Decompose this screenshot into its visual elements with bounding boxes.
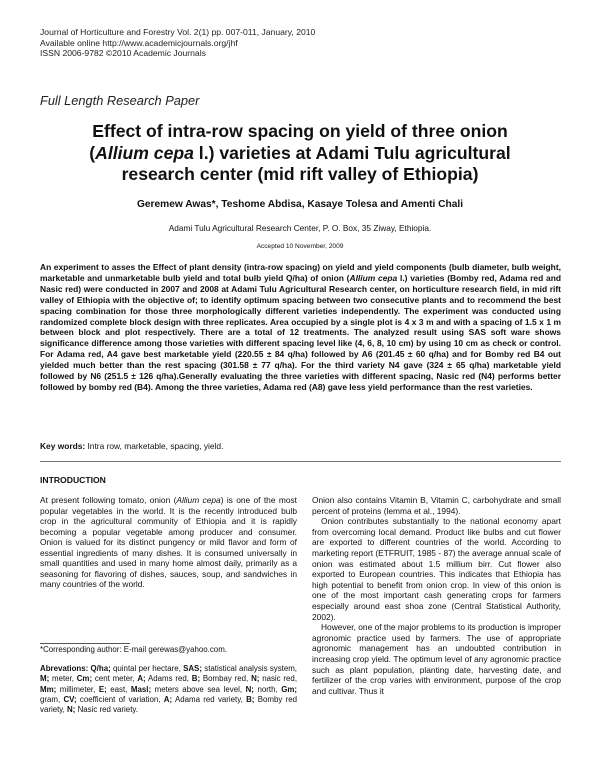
journal-header — [40, 27, 315, 59]
accepted-date: Accepted 10 November, 2009 — [256, 243, 344, 250]
abbreviation-definition: Adams red, — [145, 674, 192, 684]
authors: Geremew Awas*, Teshome Abdisa, Kasaye Tolesa and Amenti Chali — [136, 199, 464, 210]
abstract — [40, 262, 561, 393]
abbreviation-definition: statistical analysis system, — [201, 664, 297, 673]
abbreviation-definition: Bomby red variety, — [40, 694, 297, 715]
intro-p1-rest: ) is one of the most popular vegetables in the world. It is the recently introduced bulb crop in the agricultural community of Ethiopia and it is rapidly becoming a popular vegetable among producer and consumer. Onion is valued for its distinct pungency or mild flavor and form of essential ingredients of many dishes. It is consumed universally in small quantities and used in many home almost daily, primarily as a seasoning for flavoring of dishes, sauces, soup, and sandwiches in many countries of the world. — [40, 495, 297, 589]
abbreviation-definition: coefficient of variation, — [76, 694, 164, 704]
abbreviation-term: M; — [40, 674, 50, 684]
journal-issn: ISSN 2006-9782 ©2010 Academic Journals — [40, 48, 206, 59]
abbreviation-term: CV; — [63, 694, 77, 704]
abbreviation-term: A; — [137, 674, 146, 684]
title-line-3: research center (mid rift valley of Ethiopia) — [121, 164, 479, 184]
abbreviation-term: Masl; — [130, 684, 152, 694]
keywords-text: Intra row, marketable, spacing, yield. — [85, 441, 224, 451]
abbreviation-term: B; — [191, 674, 201, 684]
abbreviation-definition: nasic red, — [259, 674, 298, 684]
abstract-species: Allium cepa — [349, 272, 398, 283]
abbreviation-definition: meter, — [49, 674, 77, 684]
journal-citation: Journal of Horticulture and Forestry Vol. 2(1) pp. 007-011, January, 2010 — [40, 27, 316, 37]
abbreviation-term: E; — [98, 684, 107, 694]
abbreviation-term: SAS; — [183, 664, 202, 673]
intro-species: Allium cepa — [176, 495, 221, 505]
abbreviation-definition: Nasic red variety. — [75, 705, 138, 715]
abbreviation-definition: cent meter, — [92, 674, 138, 684]
intro-p1-start: At present following tomato, onion ( — [40, 495, 177, 505]
title-line-1: Effect of intra-row spacing on yield of three onion — [92, 121, 508, 141]
corresponding-author: *Corresponding author: E-mail gerewas@yahoo.com. — [40, 645, 227, 654]
footnote-divider — [40, 643, 130, 644]
title-line-2 — [40, 143, 560, 165]
abbreviation-term: A; — [163, 694, 173, 704]
abbreviation-definition: gram, — [40, 694, 64, 704]
keywords-label: Key words: — [40, 441, 86, 451]
journal-url[interactable]: Available online http://www.academicjournals.org/jhf — [40, 37, 238, 48]
abbreviation-definition: quintal per hectare, — [110, 664, 184, 673]
right-column — [312, 495, 561, 696]
keywords — [40, 441, 223, 451]
abbreviations-label: Abrevations: — [40, 664, 89, 673]
abbreviation-definition: Adama red variety, — [172, 694, 247, 704]
abstract-part-2: l.) varieties (Bomby red, Adama red and Nasic red) were conducted in 2007 and 2008 at Adami Tulu Agricultural Research center, on horticulture research field, in mid rift valley of Ethiopia with the objective of; to identify optimum spacing between two consecutive plants and to recommend the best spacing combination for those three morphologically different varieties independently. The experiment was conducted using randomized complete block design with three replicates. Area occupied by a single plot is 4 x 3 m and with a spacing of 1.5 x 1 m between block and plot respectively. There are a total of 12 treatments. The analyzed result using SAS soft ware shows significance difference among those varieties with different spacing level like (4, 6, 8, 10 cm) by using 10 cm as check or control. For Adama red, A4 gave best marketable yield (220.55 ± 84 q/ha) followed by A6 (201.45 ± 60 q/ha) and for Bomby red B4 out yielded much better than the rest spacing (301.58 ± 77 q/ha). For the third variety N4 gave (324 ± 65 q/ha) marketable yield followed by N6 (251.5 ± 126 q/ha).Generally evaluating the three varieties with different spacing, Nasic red (N4) performs better followed by bomby red (B4). Among the three varieties, Adama red (A8) gave less yield performance than the rest varieties. — [40, 272, 562, 392]
right-paragraph-1: Onion also contains Vitamin B, Vitamin C, carbohydrate and small percent of proteins (lemma et al., 1994). — [312, 495, 561, 516]
title-species: Allium cepa — [95, 142, 194, 163]
abbreviation-definition: Bombay red, — [200, 674, 252, 684]
section-divider — [40, 461, 561, 462]
abbreviation-term: N; — [245, 684, 254, 694]
abbreviation-term: Cm; — [76, 674, 93, 684]
affiliation: Adami Tulu Agricultural Research Center, P. O. Box, 35 Ziway, Ethiopia. — [168, 223, 432, 233]
abbreviation-term: Q/ha; — [90, 664, 111, 673]
abbreviation-definition: millimeter, — [56, 684, 99, 694]
abbreviation-definition: north, — [253, 684, 282, 694]
abbreviation-term: N; — [67, 705, 76, 715]
right-paragraph-2: Onion contributes substantially to the national economy apart from overcoming local demand. Product like bulbs and cut flower are exported to different countries of the world. According to marketing report (ETFRUIT, 1985 - 87) the average annual scale of onion was estimated about 1.5 millium birr. Cut flower also exported to European countries. This indicates that Ethiopia has high potential to benefit from onion crop. In view of this onion is one of the most important cash generating crops for farmers especially around east shoa zone (Central Statistical Authority, 2002). — [312, 516, 561, 622]
abbreviation-definition: east, — [106, 684, 131, 694]
paper-title — [40, 121, 560, 186]
intro-paragraph-1 — [40, 495, 297, 590]
paper-type: Full Length Research Paper — [40, 93, 200, 108]
abstract-part-1: An experiment to asses the Effect of plant density (intra-row spacing) on yield and yield components (bulb diameter, bulb weight, marketable and unmarketable bulb yield and total bulb yield Q/ha) of onion ( — [40, 262, 561, 283]
introduction-heading: INTRODUCTION — [40, 475, 106, 485]
abbreviation-term: B; — [246, 694, 255, 704]
abbreviation-term: Gm; — [281, 684, 297, 694]
left-column — [40, 495, 297, 590]
abbreviation-definition: meters above sea level, — [151, 684, 246, 694]
right-paragraph-3: However, one of the major problems to its production is improper agronomic practice used by farmers. The use of appropriate agronomic management has an undoubted contribution in increasing crop yield. The optimum level of any agronomic practice such as plant population, planting date, harvesting date, and fertilizer of the crop varies with environment, purpose of the crop and cultivar. Thus it — [312, 622, 561, 696]
abbreviations — [40, 664, 297, 715]
abbreviation-term: Mm; — [40, 684, 57, 694]
abbreviation-term: N; — [251, 674, 260, 684]
title-paren: ( — [89, 142, 96, 163]
title-line-2-rest: l.) varieties at Adami Tulu agricultural — [193, 142, 511, 163]
